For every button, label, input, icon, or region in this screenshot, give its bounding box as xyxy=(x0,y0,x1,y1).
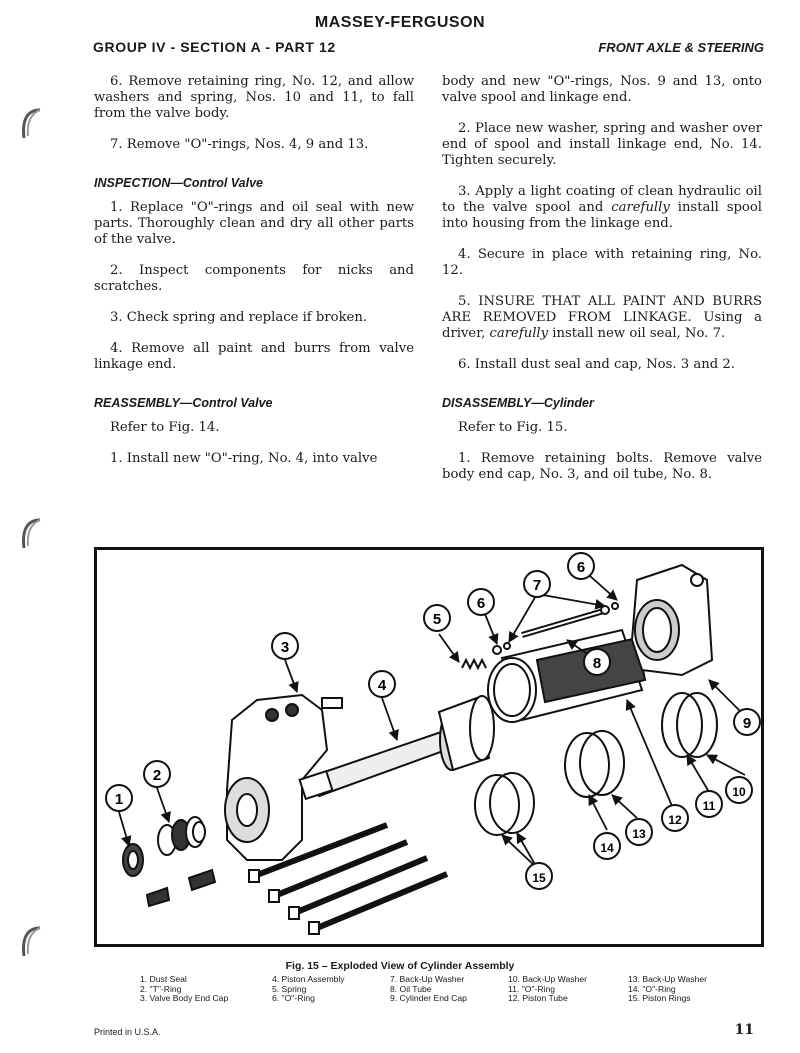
legend-item: 5. Spring xyxy=(272,983,307,994)
callout-8 xyxy=(584,649,610,675)
paragraph: 1. Remove retaining bolts. Remove valve body end cap, No. 3, and oil tube, No. 8. xyxy=(442,451,762,482)
cylinder-assembly-drawing xyxy=(97,550,761,944)
callout-1 xyxy=(106,785,132,811)
punch-hole-icon xyxy=(18,922,44,962)
figure-caption: Fig. 15 – Exploded View of Cylinder Assembly xyxy=(285,960,515,972)
brand-title: MASSEY-FERGUSON xyxy=(314,14,486,31)
callout-9 xyxy=(734,709,760,735)
exploded-view-figure xyxy=(94,547,764,947)
paragraph: 4. Remove all paint and burrs from valve linkage end. xyxy=(94,341,414,372)
legend-item: 6. "O"-Ring xyxy=(272,993,315,1003)
legend-item: 13. Back-Up Washer xyxy=(628,974,707,984)
paragraph: 6. Install dust seal and cap, Nos. 3 and 2. xyxy=(458,357,735,372)
paragraph: Refer to Fig. 14. xyxy=(110,420,220,435)
right-column xyxy=(442,74,762,498)
paragraph: 4. Secure in place with retaining ring, No. 12. xyxy=(442,247,762,278)
callout-10 xyxy=(726,777,752,803)
paragraph: 7. Remove "O"-rings, Nos. 4, 9 and 13. xyxy=(110,137,369,152)
paragraph: 3. Check spring and replace if broken. xyxy=(110,310,368,325)
callout-3 xyxy=(272,633,298,659)
svg-text:2: 2 xyxy=(152,767,162,784)
punch-hole-icon xyxy=(18,514,44,554)
disassembly-heading: DISASSEMBLY—Cylinder xyxy=(442,396,594,410)
paragraph: 1. Replace "O"-rings and oil seal with new parts. Thoroughly clean and dry all other parts of the valve. xyxy=(94,200,414,247)
legend-item: 3. Valve Body End Cap xyxy=(140,993,229,1003)
callout-2 xyxy=(144,761,170,787)
piston-tube-part xyxy=(488,630,645,722)
t-ring-part xyxy=(158,817,205,855)
legend-column xyxy=(628,975,707,1004)
legend-item: 15. Piston Rings xyxy=(628,993,691,1003)
legend-column xyxy=(390,975,467,1004)
legend-column xyxy=(140,975,228,1004)
svg-text:15: 15 xyxy=(532,871,546,885)
svg-text:11: 11 xyxy=(702,799,716,813)
svg-text:13: 13 xyxy=(632,827,646,841)
page-number: 11 xyxy=(734,1022,754,1038)
legend-item: 12. Piston Tube xyxy=(508,993,568,1003)
callout-14 xyxy=(594,833,620,859)
paragraph: 2. Inspect components for nicks and scratches. xyxy=(94,263,414,294)
legend-item: 4. Piston Assembly xyxy=(272,974,345,984)
svg-text:7: 7 xyxy=(532,577,542,594)
legend-item: 14. "O"-Ring xyxy=(628,983,676,994)
callout-6 xyxy=(468,589,494,615)
legend-column xyxy=(272,975,345,1004)
paragraph: 6. Remove retaining ring, No. 12, and allow washers and spring, Nos. 10 and 11, to fall from the valve body. xyxy=(94,74,414,121)
svg-text:6: 6 xyxy=(576,559,586,576)
paragraph: 1. Install new "O"-ring, No. 4, into valve xyxy=(110,451,378,466)
spring-part xyxy=(462,660,486,668)
legend-item: 10. Back-Up Washer xyxy=(508,974,587,984)
svg-text:10: 10 xyxy=(732,785,746,799)
svg-text:8: 8 xyxy=(592,655,602,672)
svg-text:3: 3 xyxy=(280,639,290,656)
legend-item: 1. Dust Seal xyxy=(140,974,187,984)
svg-text:12: 12 xyxy=(668,813,682,827)
paragraph: Refer to Fig. 15. xyxy=(458,420,568,435)
callout-7 xyxy=(524,571,550,597)
svg-text:5: 5 xyxy=(432,611,442,628)
piston-assembly-part xyxy=(300,696,494,799)
svg-text:14: 14 xyxy=(600,841,614,855)
svg-text:1: 1 xyxy=(114,791,124,808)
paragraph: 3. Apply a light coating of clean hydraulic oil to the valve spool and carefully install spool into housing from the linkage end. xyxy=(442,184,762,231)
legend-column xyxy=(508,975,587,1004)
callout-4 xyxy=(369,671,395,697)
svg-text:4: 4 xyxy=(377,677,387,694)
topic-heading: FRONT AXLE & STEERING xyxy=(598,40,764,55)
svg-text:6: 6 xyxy=(476,595,486,612)
legend-item: 7. Back-Up Washer xyxy=(390,974,465,984)
printed-notice: Printed in U.S.A. xyxy=(94,1027,161,1037)
legend-item: 9. Cylinder End Cap xyxy=(390,993,467,1003)
section-heading: GROUP IV - SECTION A - PART 12 xyxy=(93,39,336,55)
paragraph: 5. INSURE THAT ALL PAINT AND BURRS ARE REMOVED FROM LINKAGE. Using a driver, carefully install new oil seal, No. 7. xyxy=(442,294,762,341)
callout-15 xyxy=(526,863,552,889)
callout-12 xyxy=(662,805,688,831)
callout-13 xyxy=(626,819,652,845)
cylinder-end-cap-part xyxy=(632,565,712,675)
legend-item: 8. Oil Tube xyxy=(390,983,432,994)
left-column xyxy=(94,74,414,482)
inspection-heading: INSPECTION—Control Valve xyxy=(94,176,264,190)
callout-11 xyxy=(696,791,722,817)
legend-item: 11. "O"-Ring xyxy=(508,983,556,994)
punch-hole-icon xyxy=(18,104,44,144)
svg-text:9: 9 xyxy=(742,715,752,732)
paragraph: body and new "O"-rings, Nos. 9 and 13, onto valve spool and linkage end. xyxy=(442,74,762,105)
reassembly-heading: REASSEMBLY—Control Valve xyxy=(94,396,273,410)
legend-item: 2. "T"-Ring xyxy=(140,983,182,994)
callout-5 xyxy=(424,605,450,631)
paragraph: 2. Place new washer, spring and washer over end of spool and install linkage end, No. 14. Tighten securely. xyxy=(442,121,762,168)
callout-6 xyxy=(568,553,594,579)
